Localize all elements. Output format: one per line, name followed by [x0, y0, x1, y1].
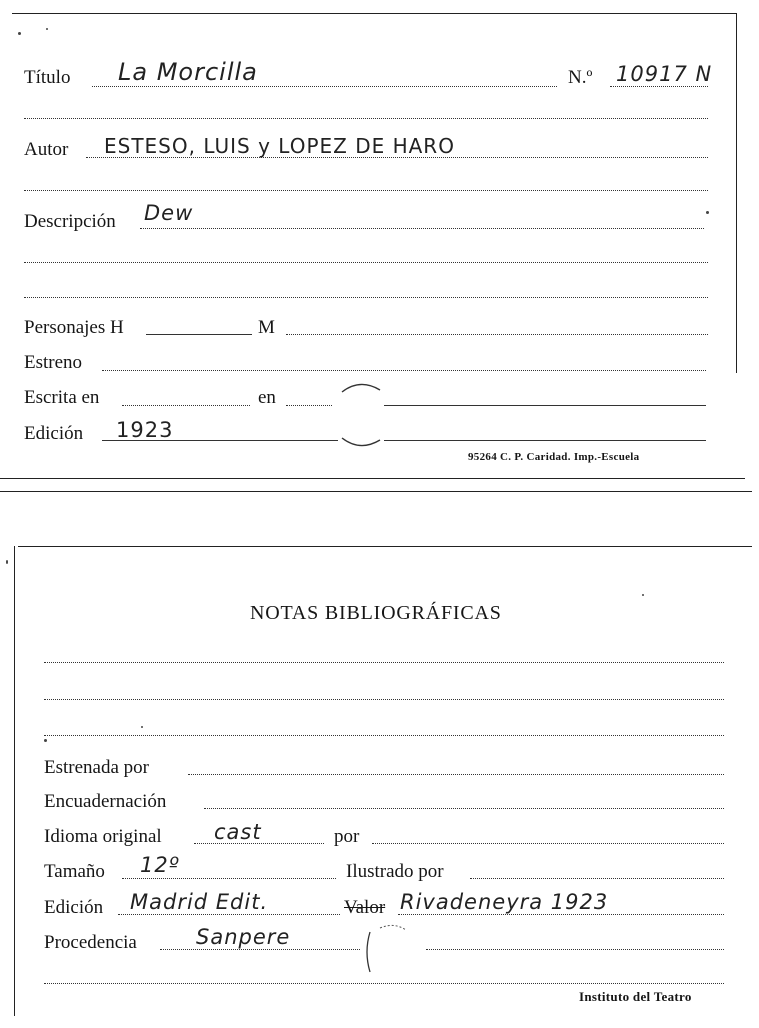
card-bottom-edge-2 — [0, 491, 752, 492]
personajes-label: Personajes H — [24, 317, 124, 338]
numero-line — [610, 86, 708, 87]
notas-line-1 — [44, 662, 724, 663]
edicion2-line — [118, 914, 340, 915]
tamano-line — [122, 878, 336, 879]
ilustrado-line — [470, 878, 724, 879]
notas-line-3 — [44, 735, 724, 736]
procedencia-value: Sanpere — [196, 925, 291, 949]
descripcion-value: Dew — [144, 201, 194, 225]
edicion2-value: Madrid Edit. — [130, 890, 269, 914]
procedencia-line-2 — [426, 949, 724, 950]
punch-hole-mark-2 — [362, 920, 412, 982]
institution-imprint: Instituto del Teatro — [579, 989, 692, 1004]
procedencia-line — [160, 949, 360, 950]
edicion2-label: Edición — [44, 897, 104, 918]
notas-line-2 — [44, 699, 724, 700]
encuadernacion-label: Encuadernación — [44, 791, 167, 812]
autor-extra-line — [24, 190, 708, 191]
scan-speck — [642, 594, 644, 596]
valor-label: Valor — [344, 897, 386, 918]
punch-hole-mark — [338, 380, 384, 450]
por-label: por — [334, 826, 360, 847]
tamano-value: 12º — [140, 853, 180, 877]
estrenada-line — [188, 774, 724, 775]
estreno-label: Estreno — [24, 352, 83, 373]
valor-line — [398, 914, 724, 915]
idioma-value: cast — [214, 820, 262, 844]
card-bottom-edge — [0, 478, 745, 479]
escrita-line — [122, 405, 250, 406]
en-line-2 — [384, 405, 706, 406]
en-label: en — [258, 387, 276, 408]
ilustrado-label: Ilustrado por — [346, 861, 444, 882]
m-label: M — [258, 317, 275, 338]
scan-speck — [706, 211, 709, 214]
personajes-m-line — [286, 334, 708, 335]
autor-value: ESTESO, LUIS y LOPEZ DE HARO — [104, 134, 455, 158]
titulo-label: Título — [24, 67, 71, 88]
idioma-label: Idioma original — [44, 826, 162, 847]
numero-value: 10917 N — [616, 62, 713, 86]
descripcion-extra-line-2 — [24, 297, 708, 298]
encuadernacion-line — [204, 808, 724, 809]
card-right-edge — [736, 13, 737, 373]
descripcion-extra-line-1 — [24, 262, 708, 263]
titulo-line — [92, 86, 557, 87]
card2-left-edge — [14, 546, 15, 1016]
escrita-label: Escrita en — [24, 387, 100, 408]
descripcion-line — [140, 228, 704, 229]
edicion-label: Edición — [24, 423, 84, 444]
descripcion-label: Descripción — [24, 211, 116, 232]
printer-imprint: 95264 C. P. Caridad. Imp.-Escuela — [468, 451, 640, 463]
card-top-edge — [12, 13, 736, 14]
titulo-value: La Morcilla — [118, 58, 258, 86]
tamano-label: Tamaño — [44, 861, 105, 882]
estreno-line — [102, 370, 706, 371]
procedencia-label: Procedencia — [44, 932, 137, 953]
autor-label: Autor — [24, 139, 69, 160]
titulo-extra-line — [24, 118, 708, 119]
en-line-1 — [286, 405, 332, 406]
notas-bottom-line — [44, 983, 724, 984]
numero-label: N.º — [568, 67, 593, 88]
scan-speck — [44, 739, 47, 742]
personajes-h-line — [146, 334, 252, 335]
por-line — [372, 843, 724, 844]
edicion-line-2 — [384, 440, 706, 441]
card2-top-edge — [18, 546, 752, 547]
edicion-value: 1923 — [116, 418, 174, 442]
scan-speck — [46, 28, 48, 30]
scan-speck — [18, 32, 21, 35]
estrenada-label: Estrenada por — [44, 757, 149, 778]
notas-heading: NOTAS BIBLIOGRÁFICAS — [250, 602, 502, 624]
scan-speck — [6, 560, 8, 564]
valor-value: Rivadeneyra 1923 — [400, 890, 609, 914]
scan-speck — [141, 726, 143, 728]
